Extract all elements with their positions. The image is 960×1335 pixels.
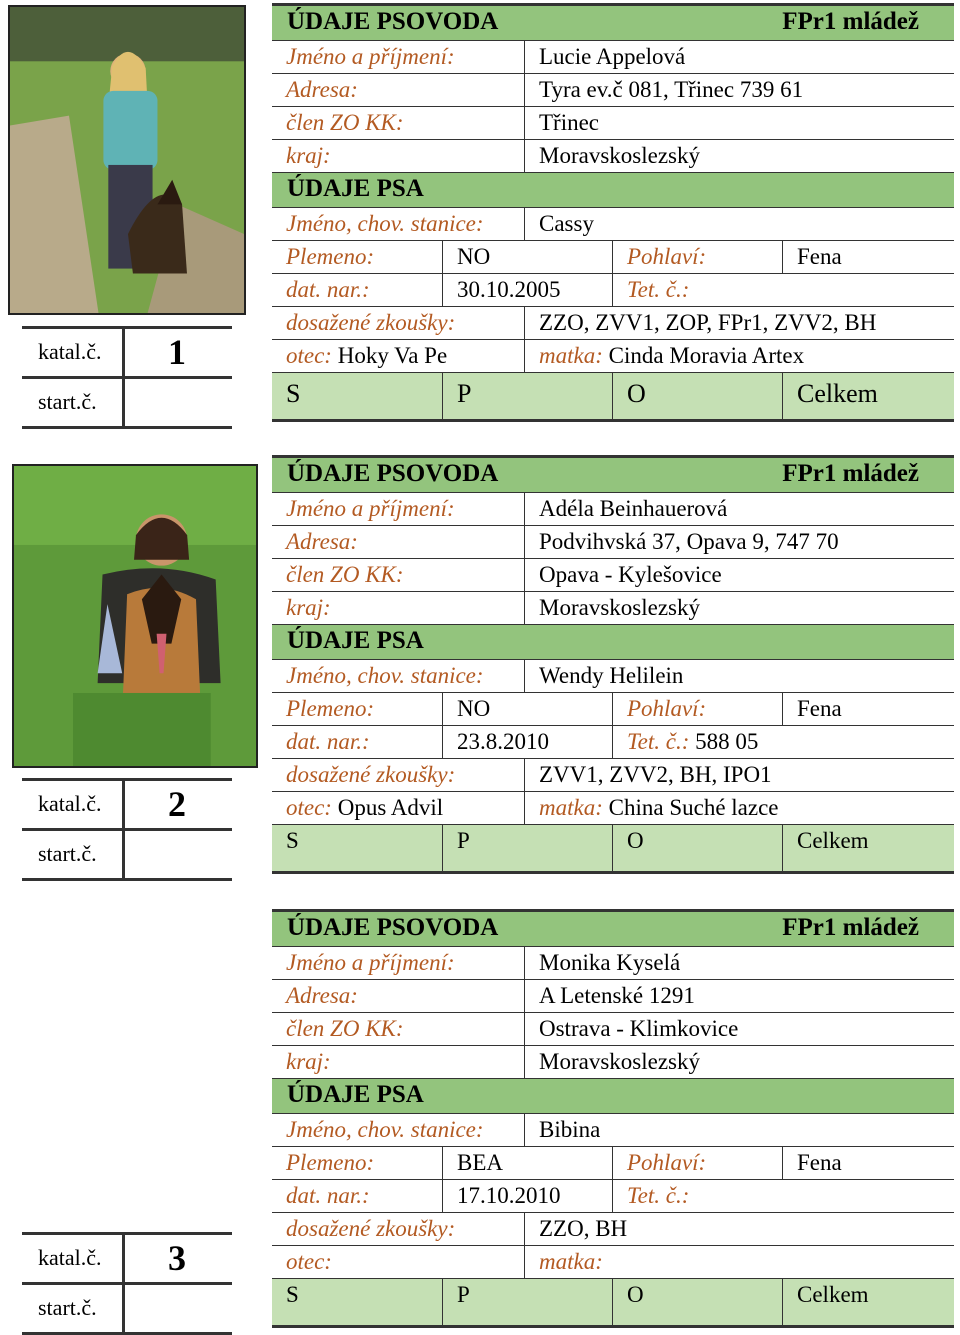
score-p: P [442, 825, 612, 871]
address-value: Podvihvská 37, Opava 9, 747 70 [524, 526, 839, 558]
score-total: Celkem [782, 825, 954, 871]
category-tag: FPr1 mládež [782, 914, 919, 941]
father-value: Hoky Va Pe [337, 343, 448, 368]
exams-label: dosažené zkoušky: [286, 762, 456, 787]
sex-value: Fena [782, 241, 842, 273]
handler-photo [12, 464, 258, 768]
exams-value: ZZO, BH [524, 1213, 627, 1245]
region-value: Moravskoslezský [524, 140, 700, 172]
dog-header: ÚDAJE PSA [287, 627, 424, 654]
dog-name-label: Jméno, chov. stanice: [286, 211, 484, 236]
breed-label: Plemeno: [286, 696, 375, 721]
catalog-box [22, 1232, 232, 1335]
dog-name-label: Jméno, chov. stanice: [286, 1117, 484, 1142]
name-label: Jméno a příjmení: [286, 950, 455, 975]
score-s: S [272, 373, 442, 419]
mother-label: matka: [539, 343, 603, 368]
start-label: start.č. [38, 1295, 97, 1320]
birth-label: dat. nar.: [286, 1183, 370, 1208]
birth-value: 17.10.2010 [442, 1180, 561, 1212]
sex-label: Pohlaví: [612, 1147, 706, 1179]
member-value: Opava - Kylešovice [524, 559, 722, 591]
dog-header: ÚDAJE PSA [287, 175, 424, 202]
breed-value: NO [442, 693, 490, 725]
sex-value: Fena [782, 1147, 842, 1179]
score-total: Celkem [782, 1279, 954, 1325]
address-label: Adresa: [286, 529, 358, 554]
handler-name: Adéla Beinhauerová [524, 493, 727, 525]
score-o: O [612, 1279, 782, 1325]
catalog-number: 1 [168, 332, 186, 372]
exams-value: ZVV1, ZVV2, BH, IPO1 [524, 759, 772, 791]
birth-label: dat. nar.: [286, 277, 370, 302]
handler-header: ÚDAJE PSOVODA [287, 8, 499, 35]
sex-value: Fena [782, 693, 842, 725]
score-s: S [272, 825, 442, 871]
father-value: Opus Advil [337, 795, 444, 820]
birth-value: 30.10.2005 [442, 274, 561, 306]
exams-label: dosažené zkoušky: [286, 1216, 456, 1241]
handler-header: ÚDAJE PSOVODA [287, 460, 499, 487]
member-label: člen ZO KK: [286, 110, 404, 135]
region-value: Moravskoslezský [524, 592, 700, 624]
dog-name: Cassy [524, 208, 594, 240]
tattoo-value: 588 05 [695, 729, 759, 754]
entry-card [272, 909, 954, 1328]
score-o: O [612, 373, 782, 419]
breed-label: Plemeno: [286, 1150, 375, 1175]
catalog-box [22, 326, 232, 429]
sex-label: Pohlaví: [612, 241, 706, 273]
father-label: otec: [286, 795, 332, 820]
breed-value: NO [442, 241, 490, 273]
mother-value: China Suché lazce [608, 795, 779, 820]
region-label: kraj: [286, 595, 331, 620]
member-value: Třinec [524, 107, 599, 139]
dog-name-label: Jméno, chov. stanice: [286, 663, 484, 688]
mother-value: Cinda Moravia Artex [608, 343, 805, 368]
sex-label: Pohlaví: [612, 693, 706, 725]
father-label: otec: [286, 343, 332, 368]
katal-label: katal.č. [38, 339, 102, 364]
score-p: P [442, 1279, 612, 1325]
score-s: S [272, 1279, 442, 1325]
category-tag: FPr1 mládež [782, 8, 919, 35]
birth-value: 23.8.2010 [442, 726, 549, 758]
birth-label: dat. nar.: [286, 729, 370, 754]
catalog-number: 2 [168, 784, 186, 824]
breed-value: BEA [442, 1147, 503, 1179]
handler-name: Monika Kyselá [524, 947, 680, 979]
score-o: O [612, 825, 782, 871]
member-value: Ostrava - Klimkovice [524, 1013, 738, 1045]
exams-label: dosažené zkoušky: [286, 310, 456, 335]
katal-label: katal.č. [38, 791, 102, 816]
father-label: otec: [286, 1249, 332, 1274]
mother-label: matka: [539, 795, 603, 820]
address-value: Tyra ev.č 081, Třinec 739 61 [524, 74, 803, 106]
catalog-box [22, 778, 232, 881]
address-label: Adresa: [286, 77, 358, 102]
tattoo-label: Tet. č.: [627, 277, 690, 302]
dog-name: Bibina [524, 1114, 600, 1146]
mother-label: matka: [539, 1249, 603, 1274]
region-value: Moravskoslezský [524, 1046, 700, 1078]
handler-photo [8, 5, 246, 315]
score-total: Celkem [782, 373, 954, 419]
breed-label: Plemeno: [286, 244, 375, 269]
region-label: kraj: [286, 143, 331, 168]
dog-name: Wendy Helilein [524, 660, 683, 692]
dog-header: ÚDAJE PSA [287, 1081, 424, 1108]
category-tag: FPr1 mládež [782, 460, 919, 487]
address-value: A Letenské 1291 [524, 980, 695, 1012]
name-label: Jméno a příjmení: [286, 44, 455, 69]
region-label: kraj: [286, 1049, 331, 1074]
member-label: člen ZO KK: [286, 1016, 404, 1041]
member-label: člen ZO KK: [286, 562, 404, 587]
entry-card [272, 455, 954, 874]
handler-header: ÚDAJE PSOVODA [287, 914, 499, 941]
tattoo-label: Tet. č.: [627, 729, 690, 754]
name-label: Jméno a příjmení: [286, 496, 455, 521]
entry-card [272, 3, 954, 422]
start-label: start.č. [38, 841, 97, 866]
handler-name: Lucie Appelová [524, 41, 685, 73]
exams-value: ZZO, ZVV1, ZOP, FPr1, ZVV2, BH [524, 307, 876, 339]
start-label: start.č. [38, 389, 97, 414]
katal-label: katal.č. [38, 1245, 102, 1270]
tattoo-label: Tet. č.: [627, 1183, 690, 1208]
address-label: Adresa: [286, 983, 358, 1008]
score-p: P [442, 373, 612, 419]
catalog-number: 3 [168, 1238, 186, 1278]
